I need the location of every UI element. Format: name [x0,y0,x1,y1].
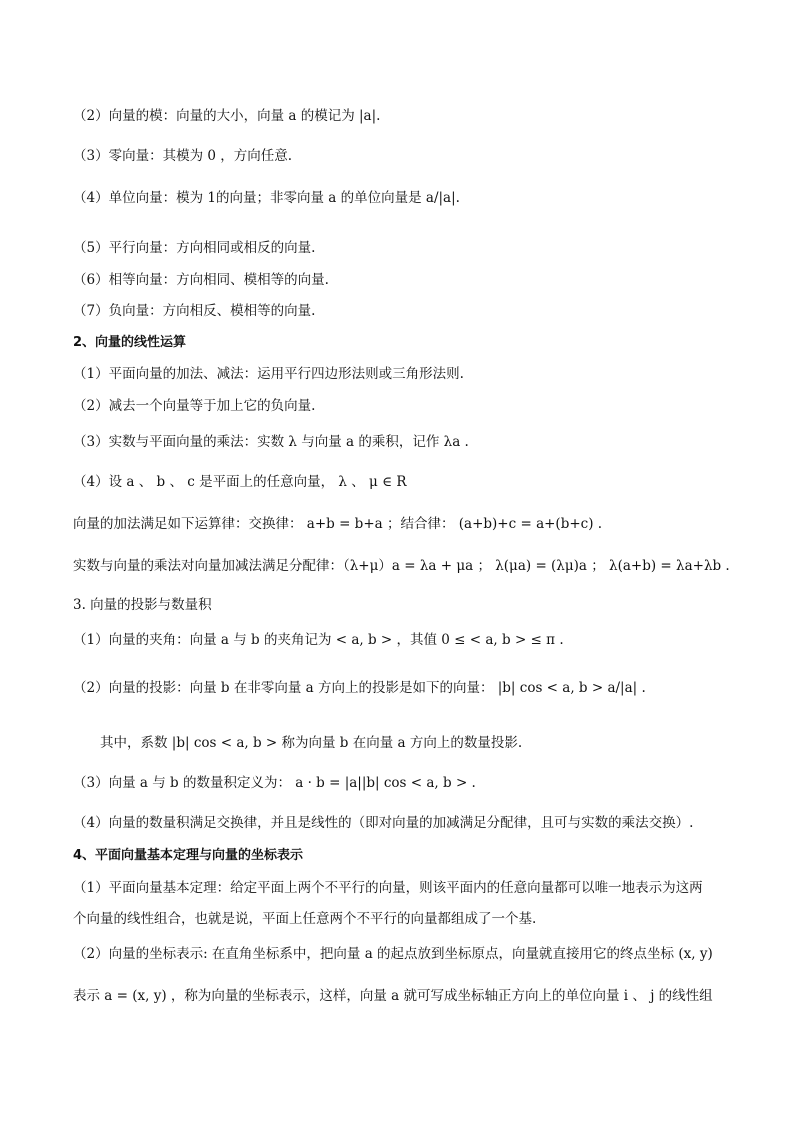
text-line: 实数与向量的乘法对向量加减法满足分配律：（λ+μ）a = λa + μa ； λ(μa) = (λμ)a ； λ(a+b) = λa+λb . [73,558,730,574]
text-line: 3. 向量的投影与数量积 [73,597,212,613]
section-heading: 2、向量的线性运算 [73,335,187,350]
text-line: （1）平面向量的加法、减法：运用平行四边形法则或三角形法则. [73,366,464,382]
text-line: （4）设 a 、 b 、 c 是平面上的任意向量， λ 、 μ ∈ R [73,474,407,490]
text-line: 向量的加法满足如下运算律：交换律： a+b = b+a ；结合律： (a+b)+c = a+(b+c) . [73,516,603,532]
text-line: （2）向量的坐标表示: 在直角坐标系中，把向量 a 的起点放到坐标原点，向量就直接用它的终点坐标 (x, y) [73,946,713,962]
text-line: （7）负向量：方向相反、模相等的向量. [73,303,316,319]
section-heading: 4、平面向量基本定理与向量的坐标表示 [73,848,304,863]
text-line: （6）相等向量：方向相同、模相等的向量. [73,272,329,288]
text-line: （2）向量的模：向量的大小，向量 a 的模记为 |a|. [73,108,381,124]
text-line: （1）向量的夹角：向量 a 与 b 的夹角记为 < a, b > ，其值 0 ≤ < a, b > ≤ π . [73,632,564,648]
text-line: （3）零向量：其模为 0 ，方向任意. [73,148,293,164]
text-line: 表示 a = (x, y) ，称为向量的坐标表示，这样，向量 a 就可写成坐标轴正方向上的单位向量 i 、 j 的线性组 [73,988,713,1004]
text-line: （2）向量的投影：向量 b 在非零向量 a 方向上的投影是如下的向量： |b| cos < a, b > a/|a| . [73,680,646,696]
text-line: （4）单位向量：模为 1的向量；非零向量 a 的单位向量是 a/|a|. [73,190,460,206]
text-line: （2）减去一个向量等于加上它的负向量. [73,398,316,414]
text-line: （5）平行向量：方向相同或相反的向量. [73,240,316,256]
text-line: （4）向量的数量积满足交换律，并且是线性的（即对向量的加减满足分配律，且可与实数的乘法交换）. [73,815,694,831]
text-line: （3）向量 a 与 b 的数量积定义为： a · b = |a||b| cos < a, b > . [73,775,476,791]
text-line: 其中，系数 |b| cos < a, b > 称为向量 b 在向量 a 方向上的数量投影. [100,735,523,751]
text-line: 个向量的线性组合，也就是说，平面上任意两个不平行的向量都组成了一个基. [73,911,537,927]
text-line: （1）平面向量基本定理：给定平面上两个不平行的向量，则该平面内的任意向量都可以唯一地表示为这两 [73,880,703,896]
text-line: （3）实数与平面向量的乘法：实数 λ 与向量 a 的乘积，记作 λa . [73,434,469,450]
